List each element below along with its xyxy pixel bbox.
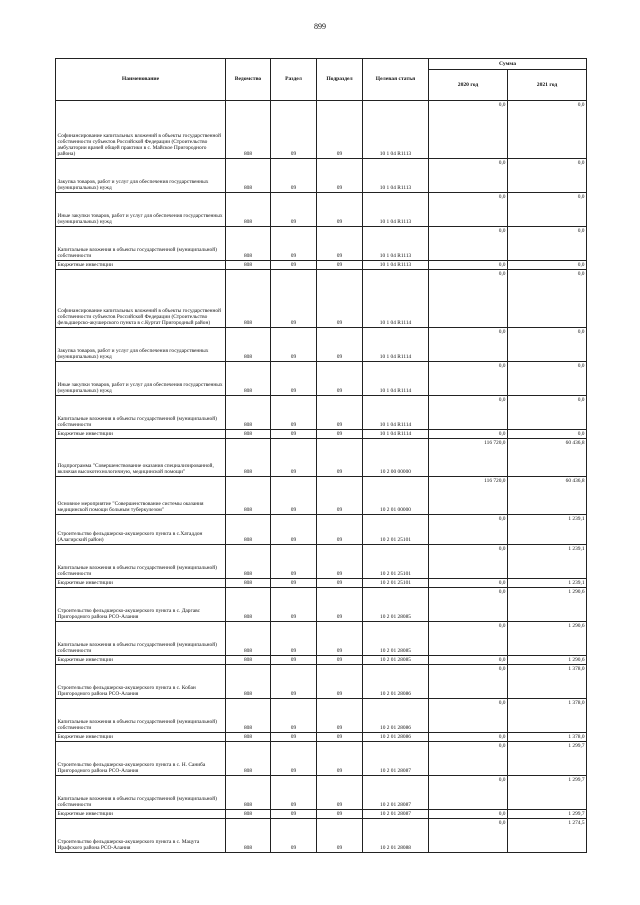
row-subsection: 09 [317, 588, 363, 622]
budget-table [55, 58, 587, 853]
row-value-2020: 0,0 [429, 545, 508, 579]
header-dept: Ведомство [226, 59, 271, 101]
row-dept: 808 [226, 477, 271, 515]
row-target: 10 1 04 R1113 [363, 193, 429, 227]
table-row [56, 622, 587, 656]
row-value-2020: 0,0 [429, 588, 508, 622]
row-section: 09 [271, 810, 317, 819]
row-value-2021: 1 274,5 [508, 819, 587, 853]
row-value-2021: 0,0 [508, 270, 587, 328]
row-name: Капитальные вложения в объекты государственной (муниципальной) собственности [56, 545, 226, 579]
row-target: 10 1 04 R1113 [363, 101, 429, 159]
row-target: 10 1 04 R1113 [363, 159, 429, 193]
header-target: Целевая статья [363, 59, 429, 101]
row-subsection: 09 [317, 819, 363, 853]
row-target: 10 2 01 28085 [363, 622, 429, 656]
row-value-2021: 0,0 [508, 101, 587, 159]
row-value-2020: 0,0 [429, 810, 508, 819]
row-value-2020: 0,0 [429, 515, 508, 545]
row-name: Капитальные вложения в объекты государственной (муниципальной) собственности [56, 699, 226, 733]
row-value-2021: 1 239,1 [508, 579, 587, 588]
table-row [56, 101, 587, 159]
row-target: 10 2 01 25101 [363, 515, 429, 545]
table-row [56, 477, 587, 515]
table-row [56, 588, 587, 622]
row-value-2021: 60 436,8 [508, 477, 587, 515]
table-row [56, 656, 587, 665]
row-name: Бюджетные инвестиции [56, 733, 226, 742]
table-row [56, 776, 587, 810]
row-subsection: 09 [317, 622, 363, 656]
table-row [56, 439, 587, 477]
row-dept: 808 [226, 270, 271, 328]
row-name: Бюджетные инвестиции [56, 810, 226, 819]
row-dept: 808 [226, 328, 271, 362]
row-dept: 808 [226, 430, 271, 439]
header-subsection: Подраздел [317, 59, 363, 101]
row-section: 09 [271, 261, 317, 270]
row-value-2020: 0,0 [429, 733, 508, 742]
table-row [56, 396, 587, 430]
row-dept: 808 [226, 810, 271, 819]
row-value-2020: 0,0 [429, 193, 508, 227]
row-value-2020: 0,0 [429, 430, 508, 439]
header-year-2020: 2020 год [429, 70, 508, 101]
row-target: 10 2 01 28087 [363, 810, 429, 819]
row-dept: 808 [226, 665, 271, 699]
table-row [56, 665, 587, 699]
row-value-2021: 1 378,0 [508, 665, 587, 699]
row-name: Софинансирование капитальных вложений в объекты государственной собственности субъектов Российской Федерации (Строительство фельдшерско-акушерского пункта в с.Куртат Пригородный район) [56, 270, 226, 328]
row-target: 10 2 01 00000 [363, 477, 429, 515]
row-subsection: 09 [317, 362, 363, 396]
row-name: Строительство фельдшерско-акушерского пункта в с.Хатаддон (Алагирский район) [56, 515, 226, 545]
row-name: Бюджетные инвестиции [56, 579, 226, 588]
row-value-2021: 0,0 [508, 430, 587, 439]
row-section: 09 [271, 579, 317, 588]
row-subsection: 09 [317, 439, 363, 477]
row-section: 09 [271, 101, 317, 159]
table-row [56, 699, 587, 733]
row-name: Иные закупки товаров, работ и услуг для обеспечения государственных (муниципальных) нужд [56, 193, 226, 227]
row-name: Строительство фельдшерско-акушерского пункта в с. Мацута Ирафского района РСО-Алания [56, 819, 226, 853]
row-subsection: 09 [317, 699, 363, 733]
table-row [56, 515, 587, 545]
row-section: 09 [271, 430, 317, 439]
row-dept: 808 [226, 733, 271, 742]
row-target: 10 2 01 28086 [363, 699, 429, 733]
row-dept: 808 [226, 193, 271, 227]
row-dept: 808 [226, 742, 271, 776]
row-value-2021: 1 378,0 [508, 733, 587, 742]
table-body [56, 101, 587, 853]
row-subsection: 09 [317, 665, 363, 699]
row-value-2020: 0,0 [429, 819, 508, 853]
row-section: 09 [271, 819, 317, 853]
row-section: 09 [271, 159, 317, 193]
row-name: Капитальные вложения в объекты государственной (муниципальной) собственности [56, 227, 226, 261]
row-dept: 808 [226, 656, 271, 665]
row-value-2021: 1 290,6 [508, 656, 587, 665]
row-target: 10 1 04 R1113 [363, 227, 429, 261]
row-subsection: 09 [317, 545, 363, 579]
table-row [56, 328, 587, 362]
row-dept: 808 [226, 227, 271, 261]
row-value-2021: 0,0 [508, 328, 587, 362]
row-name: Закупка товаров, работ и услуг для обеспечения государственных (муниципальных) нужд [56, 328, 226, 362]
row-target: 10 1 04 R1114 [363, 270, 429, 328]
row-dept: 808 [226, 515, 271, 545]
row-value-2021: 1 299,7 [508, 742, 587, 776]
row-dept: 808 [226, 101, 271, 159]
row-name: Строительство фельдшерско-акушерского пункта в с. Кобан Пригородного района РСО-Алания [56, 665, 226, 699]
row-section: 09 [271, 227, 317, 261]
row-subsection: 09 [317, 270, 363, 328]
row-value-2020: 116 720,0 [429, 439, 508, 477]
row-target: 10 1 04 R1114 [363, 362, 429, 396]
row-section: 09 [271, 328, 317, 362]
row-target: 10 2 00 00000 [363, 439, 429, 477]
row-target: 10 1 04 R1114 [363, 430, 429, 439]
row-subsection: 09 [317, 227, 363, 261]
page-number: 899 [314, 22, 326, 31]
table-row [56, 810, 587, 819]
row-value-2020: 0,0 [429, 362, 508, 396]
row-subsection: 09 [317, 579, 363, 588]
row-target: 10 2 01 25101 [363, 579, 429, 588]
row-value-2021: 1 299,7 [508, 776, 587, 810]
row-target: 10 2 01 28088 [363, 819, 429, 853]
row-value-2021: 1 290,6 [508, 622, 587, 656]
row-subsection: 09 [317, 193, 363, 227]
row-name: Иные закупки товаров, работ и услуг для обеспечения государственных (муниципальных) нужд [56, 362, 226, 396]
row-name: Строительство фельдшерско-акушерского пункта в с. Даргавс Пригородного района РСО-Алания [56, 588, 226, 622]
row-dept: 808 [226, 588, 271, 622]
row-target: 10 1 04 R1114 [363, 328, 429, 362]
row-value-2020: 0,0 [429, 261, 508, 270]
row-section: 09 [271, 193, 317, 227]
row-section: 09 [271, 396, 317, 430]
row-subsection: 09 [317, 515, 363, 545]
row-section: 09 [271, 742, 317, 776]
table-row [56, 261, 587, 270]
row-section: 09 [271, 477, 317, 515]
row-value-2021: 1 299,7 [508, 810, 587, 819]
table-row [56, 193, 587, 227]
header-year-2021: 2021 год [508, 70, 587, 101]
row-dept: 808 [226, 439, 271, 477]
row-subsection: 09 [317, 396, 363, 430]
row-value-2020: 0,0 [429, 776, 508, 810]
row-value-2020: 0,0 [429, 579, 508, 588]
row-name: Капитальные вложения в объекты государственной (муниципальной) собственности [56, 622, 226, 656]
row-section: 09 [271, 545, 317, 579]
row-dept: 808 [226, 362, 271, 396]
table-row [56, 430, 587, 439]
row-subsection: 09 [317, 101, 363, 159]
row-dept: 808 [226, 776, 271, 810]
row-subsection: 09 [317, 742, 363, 776]
row-target: 10 2 01 28086 [363, 665, 429, 699]
row-subsection: 09 [317, 477, 363, 515]
row-section: 09 [271, 776, 317, 810]
row-name: Капитальные вложения в объекты государственной (муниципальной) собственности [56, 396, 226, 430]
row-value-2020: 0,0 [429, 742, 508, 776]
row-value-2020: 0,0 [429, 665, 508, 699]
row-target: 10 2 01 25101 [363, 545, 429, 579]
row-name: Строительство фельдшерско-акушерского пункта в с. Н. Саниба Пригородного района РСО-Алания [56, 742, 226, 776]
row-target: 10 2 01 28085 [363, 656, 429, 665]
table-row [56, 579, 587, 588]
header-section: Раздел [271, 59, 317, 101]
row-value-2020: 0,0 [429, 656, 508, 665]
table-row [56, 742, 587, 776]
row-section: 09 [271, 699, 317, 733]
row-value-2021: 0,0 [508, 396, 587, 430]
row-value-2020: 0,0 [429, 699, 508, 733]
row-dept: 808 [226, 579, 271, 588]
row-target: 10 2 01 28086 [363, 733, 429, 742]
row-value-2021: 1 239,1 [508, 515, 587, 545]
table-row [56, 270, 587, 328]
table-row [56, 362, 587, 396]
table-row [56, 159, 587, 193]
row-value-2020: 0,0 [429, 396, 508, 430]
row-name: Капитальные вложения в объекты государственной (муниципальной) собственности [56, 776, 226, 810]
row-target: 10 1 04 R1113 [363, 261, 429, 270]
row-value-2020: 0,0 [429, 328, 508, 362]
row-name: Софинансирование капитальных вложений в объекты государственной собственности субъектов Российской Федерации (Строительство амбулатории врачей общей практики в с. Майское Пригородного района) [56, 101, 226, 159]
row-section: 09 [271, 270, 317, 328]
row-value-2021: 1 239,1 [508, 545, 587, 579]
table-row [56, 733, 587, 742]
row-value-2020: 0,0 [429, 622, 508, 656]
row-subsection: 09 [317, 656, 363, 665]
row-subsection: 09 [317, 159, 363, 193]
row-dept: 808 [226, 545, 271, 579]
row-target: 10 2 01 28085 [363, 588, 429, 622]
row-section: 09 [271, 656, 317, 665]
row-section: 09 [271, 665, 317, 699]
row-section: 09 [271, 439, 317, 477]
row-dept: 808 [226, 622, 271, 656]
row-value-2021: 0,0 [508, 362, 587, 396]
table-row [56, 227, 587, 261]
row-subsection: 09 [317, 430, 363, 439]
row-dept: 808 [226, 819, 271, 853]
row-dept: 808 [226, 396, 271, 430]
row-dept: 808 [226, 699, 271, 733]
row-value-2021: 0,0 [508, 159, 587, 193]
row-value-2020: 0,0 [429, 159, 508, 193]
row-name: Подпрограмма "Совершенствование оказания специализированной, включая высокотехнологичную, медицинской помощи" [56, 439, 226, 477]
row-name: Основное мероприятие "Совершенствование системы оказания медицинской помощи больным туберкулезом" [56, 477, 226, 515]
row-dept: 808 [226, 261, 271, 270]
row-section: 09 [271, 362, 317, 396]
row-value-2021: 60 436,8 [508, 439, 587, 477]
table-row [56, 819, 587, 853]
row-name: Бюджетные инвестиции [56, 656, 226, 665]
row-subsection: 09 [317, 733, 363, 742]
row-section: 09 [271, 733, 317, 742]
row-subsection: 09 [317, 261, 363, 270]
row-subsection: 09 [317, 776, 363, 810]
row-subsection: 09 [317, 810, 363, 819]
row-name: Закупка товаров, работ и услуг для обеспечения государственных (муниципальных) нужд [56, 159, 226, 193]
row-name: Бюджетные инвестиции [56, 261, 226, 270]
header-sum: Сумма [429, 59, 587, 70]
row-value-2020: 116 720,0 [429, 477, 508, 515]
row-target: 10 2 01 28087 [363, 776, 429, 810]
row-section: 09 [271, 588, 317, 622]
table-row [56, 545, 587, 579]
header-name: Наименование [56, 59, 226, 101]
row-value-2021: 1 290,6 [508, 588, 587, 622]
row-name: Бюджетные инвестиции [56, 430, 226, 439]
row-subsection: 09 [317, 328, 363, 362]
row-value-2021: 0,0 [508, 227, 587, 261]
row-value-2020: 0,0 [429, 270, 508, 328]
row-dept: 808 [226, 159, 271, 193]
row-section: 09 [271, 622, 317, 656]
row-target: 10 2 01 28087 [363, 742, 429, 776]
row-value-2021: 1 378,0 [508, 699, 587, 733]
row-section: 09 [271, 515, 317, 545]
row-value-2020: 0,0 [429, 227, 508, 261]
row-value-2020: 0,0 [429, 101, 508, 159]
row-target: 10 1 04 R1114 [363, 396, 429, 430]
row-value-2021: 0,0 [508, 261, 587, 270]
row-value-2021: 0,0 [508, 193, 587, 227]
